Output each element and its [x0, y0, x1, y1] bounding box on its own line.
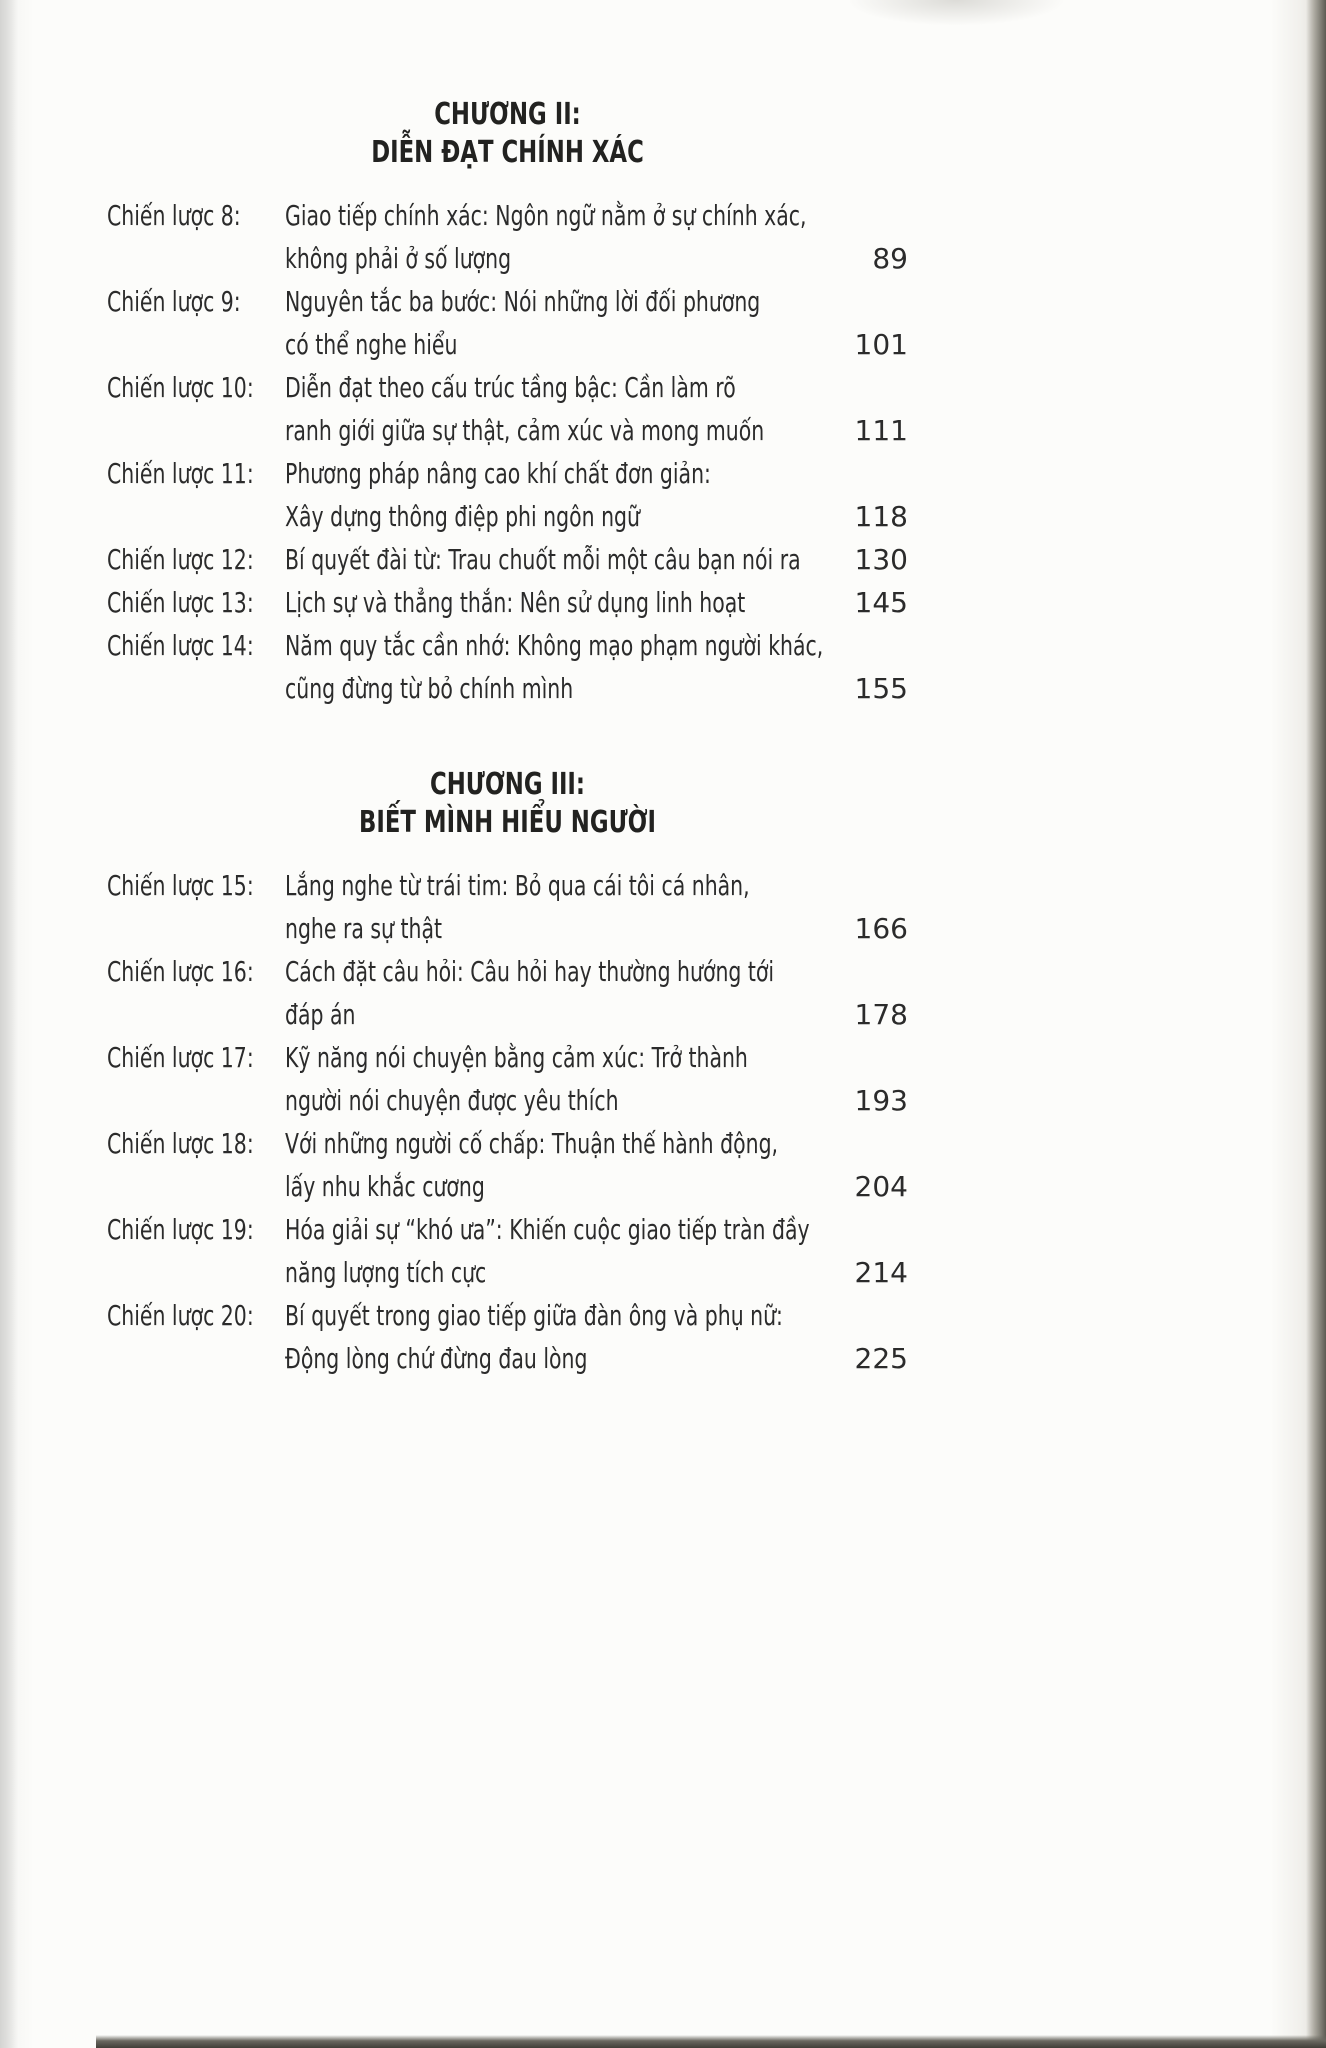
toc-section-chapter-3 [107, 766, 908, 1380]
toc-entry [107, 1122, 908, 1208]
entry-label: Chiến lược 20: [107, 1299, 254, 1332]
chapter-heading [107, 766, 908, 842]
entry-label: Chiến lược 17: [107, 1041, 254, 1074]
chapter-subtitle: BIẾT MÌNH HIỂU NGƯỜI [358, 805, 657, 840]
entry-text [285, 624, 824, 710]
entry-page-number: 89 [872, 242, 908, 275]
entry-label: Chiến lược 11: [107, 457, 254, 490]
scan-edge-bottom [96, 2035, 1326, 2048]
entry-page-number: 166 [854, 912, 908, 945]
entry-text-line: Phương pháp nâng cao khí chất đơn giản: [285, 457, 711, 490]
chapter-heading [107, 96, 908, 172]
entry-text-line: đáp án [285, 998, 356, 1031]
entry-text-line: Hóa giải sự “khó ưa”: Khiến cuộc giao tiếp tràn đầy [285, 1213, 810, 1246]
table-of-contents [107, 96, 908, 1380]
entry-text-line: Diễn đạt theo cấu trúc tầng bậc: Cần làm rõ [285, 371, 736, 404]
toc-section-chapter-2 [107, 96, 908, 710]
toc-entry [107, 1036, 908, 1122]
entry-text-line: Xây dựng thông điệp phi ngôn ngữ [285, 500, 640, 533]
entry-text-line: lấy nhu khắc cương [285, 1170, 485, 1203]
entry-page-number: 155 [854, 672, 908, 705]
entry-text [285, 864, 820, 950]
entry-text-line: ranh giới giữa sự thật, cảm xúc và mong muốn [285, 414, 765, 447]
entry-text-line: Với những người cố chấp: Thuận thế hành động, [285, 1127, 779, 1160]
entry-page-number: 225 [854, 1342, 908, 1375]
entry-text [285, 1294, 820, 1380]
entry-text-line: Kỹ năng nói chuyện bằng cảm xúc: Trở thành [285, 1041, 748, 1074]
chapter-title: CHƯƠNG II: [434, 97, 581, 132]
entry-text-line: Giao tiếp chính xác: Ngôn ngữ nằm ở sự chính xác, [285, 199, 807, 232]
entry-text-line: có thể nghe hiểu [285, 328, 458, 361]
entry-label: Chiến lược 18: [107, 1127, 254, 1160]
entry-label: Chiến lược 19: [107, 1213, 254, 1246]
entry-text [285, 1122, 820, 1208]
entry-text [285, 194, 820, 280]
entry-page-number: 204 [854, 1170, 908, 1203]
scan-edge-right [1306, 0, 1326, 2048]
toc-entry [107, 538, 908, 581]
entry-page-number: 111 [854, 414, 908, 447]
entry-page-number: 145 [854, 586, 908, 619]
entry-text-line: nghe ra sự thật [285, 912, 442, 945]
entry-label: Chiến lược 12: [107, 543, 254, 576]
entry-page-number: 193 [854, 1084, 908, 1117]
toc-entry [107, 581, 908, 624]
entry-label: Chiến lược 9: [107, 285, 241, 318]
entry-label: Chiến lược 15: [107, 869, 254, 902]
entry-text-line: người nói chuyện được yêu thích [285, 1084, 619, 1117]
chapter-subtitle: DIỄN ĐẠT CHÍNH XÁC [371, 135, 644, 170]
chapter-title: CHƯƠNG III: [429, 767, 586, 802]
entry-text-line: Lắng nghe từ trái tim: Bỏ qua cái tôi cá nhân, [285, 869, 750, 902]
entry-text-line: Bí quyết đài từ: Trau chuốt mỗi một câu bạn nói ra [285, 543, 801, 576]
scan-edge-left [0, 0, 18, 2048]
scan-smudge-top [846, 0, 1066, 26]
toc-entry [107, 194, 908, 280]
entry-page-number: 101 [854, 328, 908, 361]
entry-page-number: 118 [854, 500, 908, 533]
toc-entry [107, 1208, 908, 1294]
entry-text [285, 538, 820, 581]
entry-label: Chiến lược 13: [107, 586, 254, 619]
toc-entry [107, 366, 908, 452]
toc-entry [107, 950, 908, 1036]
entry-page-number: 130 [854, 543, 908, 576]
entry-text-line: không phải ở số lượng [285, 242, 512, 275]
entry-page-number: 178 [854, 998, 908, 1031]
entry-text [285, 950, 820, 1036]
toc-entry [107, 624, 908, 710]
toc-entry [107, 864, 908, 950]
entry-text-line: năng lượng tích cực [285, 1256, 487, 1289]
toc-entry [107, 1294, 908, 1380]
entry-label: Chiến lược 16: [107, 955, 254, 988]
entry-label: Chiến lược 14: [107, 629, 254, 662]
entry-text [285, 366, 820, 452]
toc-entry [107, 452, 908, 538]
toc-entry [107, 280, 908, 366]
entry-label: Chiến lược 10: [107, 371, 254, 404]
entry-text-line: Bí quyết trong giao tiếp giữa đàn ông và phụ nữ: [285, 1299, 783, 1332]
entry-text-line: Động lòng chứ đừng đau lòng [285, 1342, 588, 1375]
entry-text-line: cũng đừng từ bỏ chính mình [285, 672, 574, 705]
entry-text-line: Lịch sự và thẳng thắn: Nên sử dụng linh hoạt [285, 586, 746, 619]
entry-text-line: Nguyên tắc ba bước: Nói những lời đối phương [285, 285, 761, 318]
entry-text [285, 280, 820, 366]
entry-text-line: Năm quy tắc cần nhớ: Không mạo phạm người khác, [285, 629, 824, 662]
entry-page-number: 214 [854, 1256, 908, 1289]
entry-text [285, 581, 820, 624]
entry-label: Chiến lược 8: [107, 199, 241, 232]
entry-text [285, 452, 820, 538]
entry-text [285, 1036, 820, 1122]
entry-text-line: Cách đặt câu hỏi: Câu hỏi hay thường hướng tới [285, 955, 775, 988]
entry-text [285, 1208, 820, 1294]
